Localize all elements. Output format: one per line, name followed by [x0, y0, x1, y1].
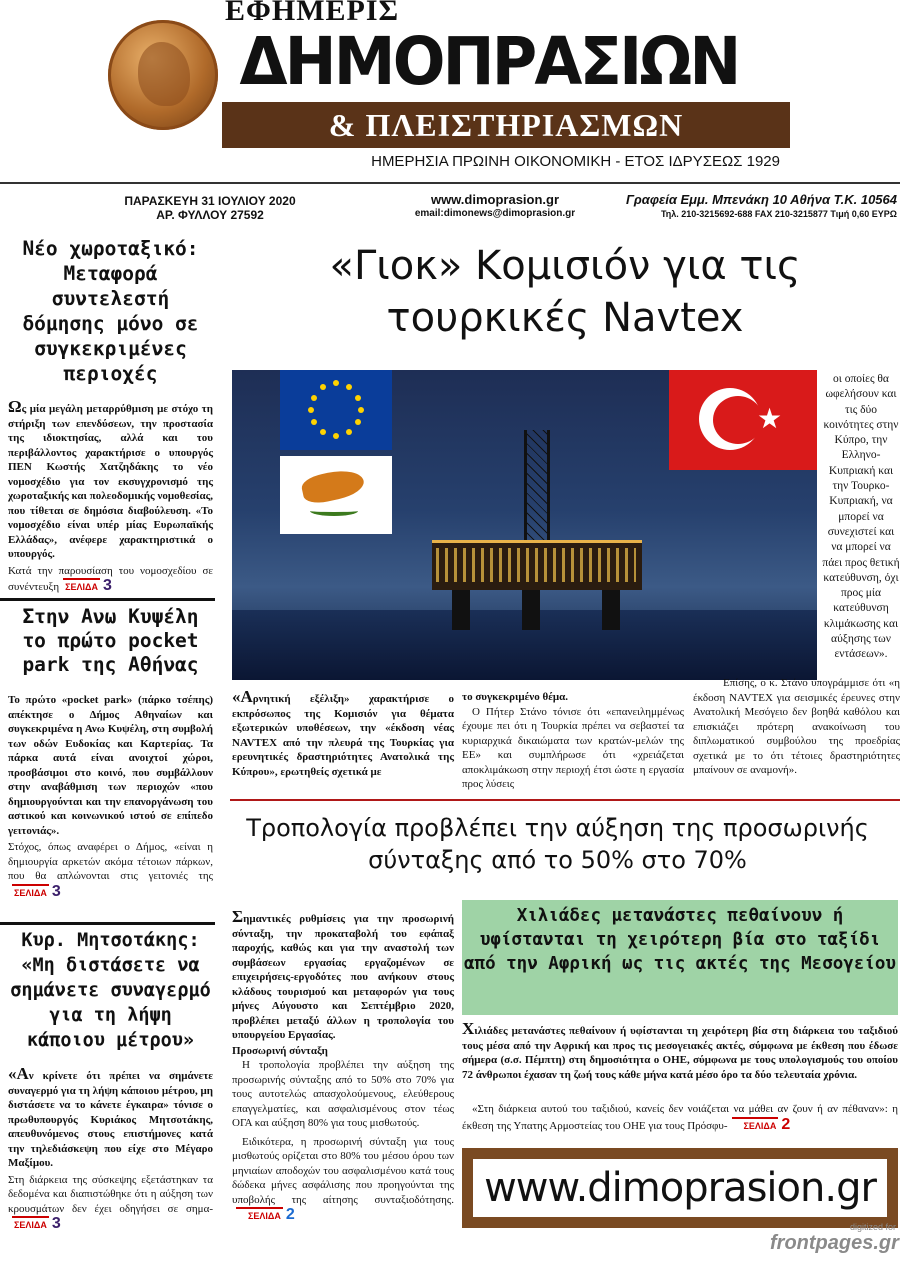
masthead-title: ΔΗΜΟΠΡΑΣΙΩΝ — [239, 23, 739, 100]
office-phones: Τηλ. 210-3215692-688 FAX 210-3215877 Τιμή 0,60 ΕΥΡΩ — [660, 209, 897, 219]
website-banner[interactable] — [462, 1148, 898, 1228]
dropcap: Ω — [8, 397, 22, 416]
dropcap: «Α — [8, 1064, 29, 1083]
main-photo — [232, 370, 817, 680]
col2-text: Ο Πήτερ Στάνο τόνισε ότι «επανειλημμένως έχουμε πει ότι η Τουρκία πρέπει να σεβαστεί τα κυριαρχικά δικαιώματα των κρατών-μελών της ΕΕ» και συμπλήρωσε ότι «χρειάζεται αποκλιμάκωση στην περιοχή έτσι ώστε η εργασία προς λύσεις — [462, 705, 684, 790]
dropcap: Χ — [462, 1019, 475, 1038]
page-ref-number[interactable]: 2 — [781, 1115, 791, 1133]
body-text: Στόχος, όπως αναφέρει ο Δήμος, «είναι η δημιουργία αρκετών ακόμα τέτοιων πάρκων, που θα απλώνονται στις γειτονιές της — [8, 841, 213, 882]
body-text: «Στη διάρκεια αυτού του ταξιδιού, κανείς δεν νοιάζεται να μάθει αν ζουν ή αν πέθαναν»: η έκθεση της Υπατης Αρμοστείας του ΟΗΕ για τους Πρόσφυ- — [462, 1103, 898, 1132]
contact-web — [400, 192, 590, 221]
article-zoning — [8, 236, 213, 595]
page-ref-number[interactable]: 3 — [51, 1215, 61, 1232]
migrants-headline[interactable]: Χιλιάδες μετανάστες πεθαίνουν ή υφίστανται τη χειρότερη βία στο ταξίδι από την Αφρική ως τις ακτές της Μεσογείου — [464, 906, 896, 974]
pension-p1: Η τροπολογία προβλέπει την αύξηση της προσωρινής σύνταξης από το 50% στο 70% για τους αυτοτελώς απασχολούμενους, ελεύθερους επαγγελματίες, και ασφαλισμένους στον τέως ΟΓΑ και αύξηση 80% για τους μισθωτούς. — [232, 1059, 454, 1129]
main-col3: Επίσης, ο κ. Στάνο υπογράμμισε ότι «η έκδοση NAVTEX για σεισμικές έρευνες στην Ανατολική Μεσόγειο δεν βοηθά καθόλου και επισκιάζει πρότερη ανακοίνωση του διπλωματικού συμβούλου της προεδρίας σχετικά με το ότι τέτοιες δραστηριότητες μπαίνουν σε αναμονή». — [693, 677, 900, 776]
website-link[interactable]: www.dimoprasion.gr — [430, 192, 560, 207]
page-ref-icon[interactable]: ΣΕΛΙΔΑ — [236, 1207, 283, 1224]
article-pocket-park — [8, 605, 213, 900]
page-ref-number[interactable]: 3 — [51, 882, 61, 900]
article-mitsotakis-body — [8, 1173, 213, 1233]
pension-article — [232, 907, 454, 1224]
office-info — [595, 192, 897, 220]
pension-subhead: Προσωρινή σύνταξη — [232, 1044, 328, 1057]
coin-head-relief — [138, 42, 190, 106]
migrants-body — [462, 1102, 898, 1133]
divider — [0, 598, 215, 601]
email-link[interactable]: email:dimonews@dimoprasion.gr — [414, 208, 576, 219]
migrants-lead — [462, 1019, 898, 1082]
article-zoning-body — [8, 564, 213, 595]
issue-info — [90, 194, 330, 222]
pension-headline[interactable]: Τροπολογία προβλέπει την αύξηση της προσωρινής σύνταξης από το 50% στο 70% — [246, 814, 869, 874]
col2-lead: το συγκεκριμένο θέμα. — [462, 691, 569, 703]
article-zoning-lead — [8, 397, 213, 562]
page-ref-icon[interactable]: ΣΕΛΙΔΑ — [732, 1117, 779, 1134]
migrants-box — [462, 900, 898, 1015]
info-rule — [0, 182, 900, 184]
body-text: Ειδικότερα, η προσωρινή σύνταξη για τους μισθωτούς ορίζεται στο 80% του μέσου όρου των μηνιαίων αποδοχών του ασφαλισμένου κατά τους δώδεκα μήνες ασφάλισης που προηγούνται της υποβολής της αίτησης συνταξιοδότησης. — [232, 1135, 454, 1206]
website-banner-text: www.dimoprasion.gr — [473, 1159, 887, 1217]
divider — [0, 922, 215, 925]
lead-text: ιλιάδες μετανάστες πεθαίνουν ή υφίστανται τη χειρότερη βία στη διάρκεια του ταξιδιού τους μέσα από την Αφρική και προς τις μεσογειακές ακτές, σύμφωνα με έκθεση που έδωσε σήμερα (σ.σ. Πέμπτη) στη δημοσιότητα ο ΟΗΕ, σύμφωνα με τους υπολογισμούς του οποίου 72 άνθρωποι έχασαν τη ζωή τους κάθε μήνα κατά μέσο όρο τα δύο τελευταία χρόνια. — [462, 1025, 898, 1081]
page-ref-icon[interactable]: ΣΕΛΙΔΑ — [63, 578, 100, 595]
body-text: Στη διάρκεια της σύσκεψης εξετάστηκαν τα δεδομένα και διαπιστώθηκε ότι η αύξηση των κρουσμάτων δεν έχει οδηγήσει σε σημα- — [8, 1173, 213, 1215]
article-pocket-park-lead: Το πρώτο «pocket park» (πάρκο τσέπης) απέκτησε ο Δήμος Αθηναίων και συγκεκριμένα η Ανω Κυψέλη, στη συμβολή των οδών Ευδοκίας και Καρτερίας. Τα πάρκα αυτά είναι ανοιχτοί χώροι, προσβάσιμοι στο κοινό, που συμβάλλουν στην αναβάθμιση των περιοχών «που δημιουργούνται και την επανοργάνωση του αστικού και κοινωνικού ιστού σε επίπεδο γειτονιάς». — [8, 694, 213, 837]
coin-logo — [108, 20, 218, 130]
eu-flag-icon — [280, 370, 392, 450]
dropcap: Σ — [232, 907, 244, 926]
watermark-large: frontpages.gr — [770, 1232, 899, 1254]
watermark-small: digitized for — [849, 1222, 896, 1232]
turkey-flag-icon: ★ — [669, 370, 817, 470]
watermark — [770, 1222, 899, 1254]
article-mitsotakis-title: Κυρ. Μητσοτάκης: «Μη διστάσετε να σημάνετε συναγερμό για τη λήψη κάποιου μέτρου» — [10, 930, 211, 1051]
lead-text: ημαντικές ρυθμίσεις για την προσωρινή σύνταξη, την προκαταβολή του εφάπαξ παροχής, καθώς και για την αναστολή των συμβάσεων εργασίας εργαζομένων σε επιχειρήσεις-εργοδότες που ανήκουν στους κλάδους τουρισμού και μεταφορών για τους μήνες Αύγουστο και Σεπτέμβριο 2020, προβλέπει μεταξύ άλλων η τροπολογία του υπουργείου Εργασίας. — [232, 913, 454, 1041]
page-ref-number[interactable]: 3 — [102, 577, 112, 594]
article-mitsotakis — [8, 928, 213, 1233]
section-rule — [230, 799, 900, 801]
main-col2 — [462, 690, 684, 792]
pension-lead — [232, 907, 454, 1043]
masthead-bar-text: & ΠΛΕΙΣΤΗΡΙΑΣΜΩΝ — [328, 107, 684, 143]
page-ref-icon[interactable]: ΣΕΛΙΔΑ — [12, 1216, 49, 1233]
main-headline[interactable]: «Γιοκ» Κομισιόν για τις τουρκικές Navtex — [329, 243, 801, 341]
body-text: Κατά την παρουσίαση του νομοσχεδίου σε συνέντευξη — [8, 564, 213, 593]
page-ref-number[interactable]: 2 — [285, 1206, 295, 1223]
issue-number: ΑΡ. ΦΥΛΛΟΥ 27592 — [156, 208, 264, 222]
article-mitsotakis-lead — [8, 1064, 213, 1171]
main-side-text: οι οποίες θα ωφελήσουν και τις δύο κοινότητες στην Κύπρο, την Ελληνο-Κυπριακή και την Τουρκο-Κυπριακή, να μπορεί να συνεχιστεί και να μπορεί να πάει προς θετική κατεύθυνση, όχι προς μία κατεύθυνση κλιμάκωσης και αύξησης των εντάσεων». — [822, 373, 900, 661]
oil-rig-image — [412, 430, 652, 620]
article-pocket-park-title: Στην Ανω Κυψέλη το πρώτο pocket park της Αθήνας — [22, 605, 199, 676]
article-zoning-title: Νέο χωροταξικό: Μεταφορά συντελεστή δόμησης μόνο σε συγκεκριμένες περιοχές — [22, 237, 199, 385]
article-pocket-park-body — [8, 840, 213, 900]
col1-text: ρνητική εξέλιξη» χαρακτήρισε ο εκπρόσωπος της Κομισιόν για θέματα εξωτερικών υποθέσεων, την «έκδοση νέας NAVTEX από την πλευρά της Τουρκίας για ερευνητικές δραστηριότητες Ανατολικά της Κύπρου», ερωτηθείς σχετικά με — [232, 693, 454, 778]
pension-p2 — [232, 1135, 454, 1224]
masthead-bar — [222, 102, 790, 148]
masthead-subtitle: ΗΜΕΡΗΣΙΑ ΠΡΩΙΝΗ ΟΙΚΟΝΟΜΙΚΗ - ΕΤΟΣ ΙΔΡΥΣΕΩΣ 1929 — [371, 153, 780, 170]
masthead-top: ΕΦΗΜΕΡΙΣ — [225, 0, 400, 27]
dropcap: «Α — [232, 687, 253, 706]
lead-text: ν κρίνετε ότι πρέπει να σημάνετε συναγερμό για τη λήψη κάποιου μέτρου, μη διστάσετε να το κάνετε έγκαιρα» τόνισε ο πρωθυπουργός Κυριάκος Μητσοτάκης, απευθυνόμενος στους επιστήμονες κατά την τηλεδιάσκεψη που είχε στο Μέγαρο Μαξίμου. — [8, 1070, 213, 1169]
cyprus-flag-icon — [280, 456, 392, 534]
office-address: Γραφεία Εμμ. Μπενάκη 10 Αθήνα Τ.Κ. 10564 — [625, 192, 897, 207]
main-col1 — [232, 687, 454, 779]
lead-text: ς μία μεγάλη μεταρρύθμιση με στόχο τη στήριξη των επενδύσεων, την προστασία της ιδιοκτησίας, αλλά και του περιβάλλοντος χαρακτήρισε ο υπουργός ΠΕΝ Κωστής Χατζηδάκης το νέο νομοσχέδιο για τον εκσυγχρονισμό της χωροταξικής και πολεοδομικής νομοθεσίας, που τίθεται σε δημόσια διαβούλευση. «Το νομοσχέδιο είναι υπέρ μίας Ευρωπαϊκής Ελλάδας», ανέφερε χαρακτηριστικά ο υπουργός. — [8, 403, 213, 560]
issue-date: ΠΑΡΑΣΚΕΥΗ 31 ΙΟΥΛΙΟΥ 2020 — [124, 194, 296, 208]
page-ref-icon[interactable]: ΣΕΛΙΔΑ — [12, 884, 49, 901]
